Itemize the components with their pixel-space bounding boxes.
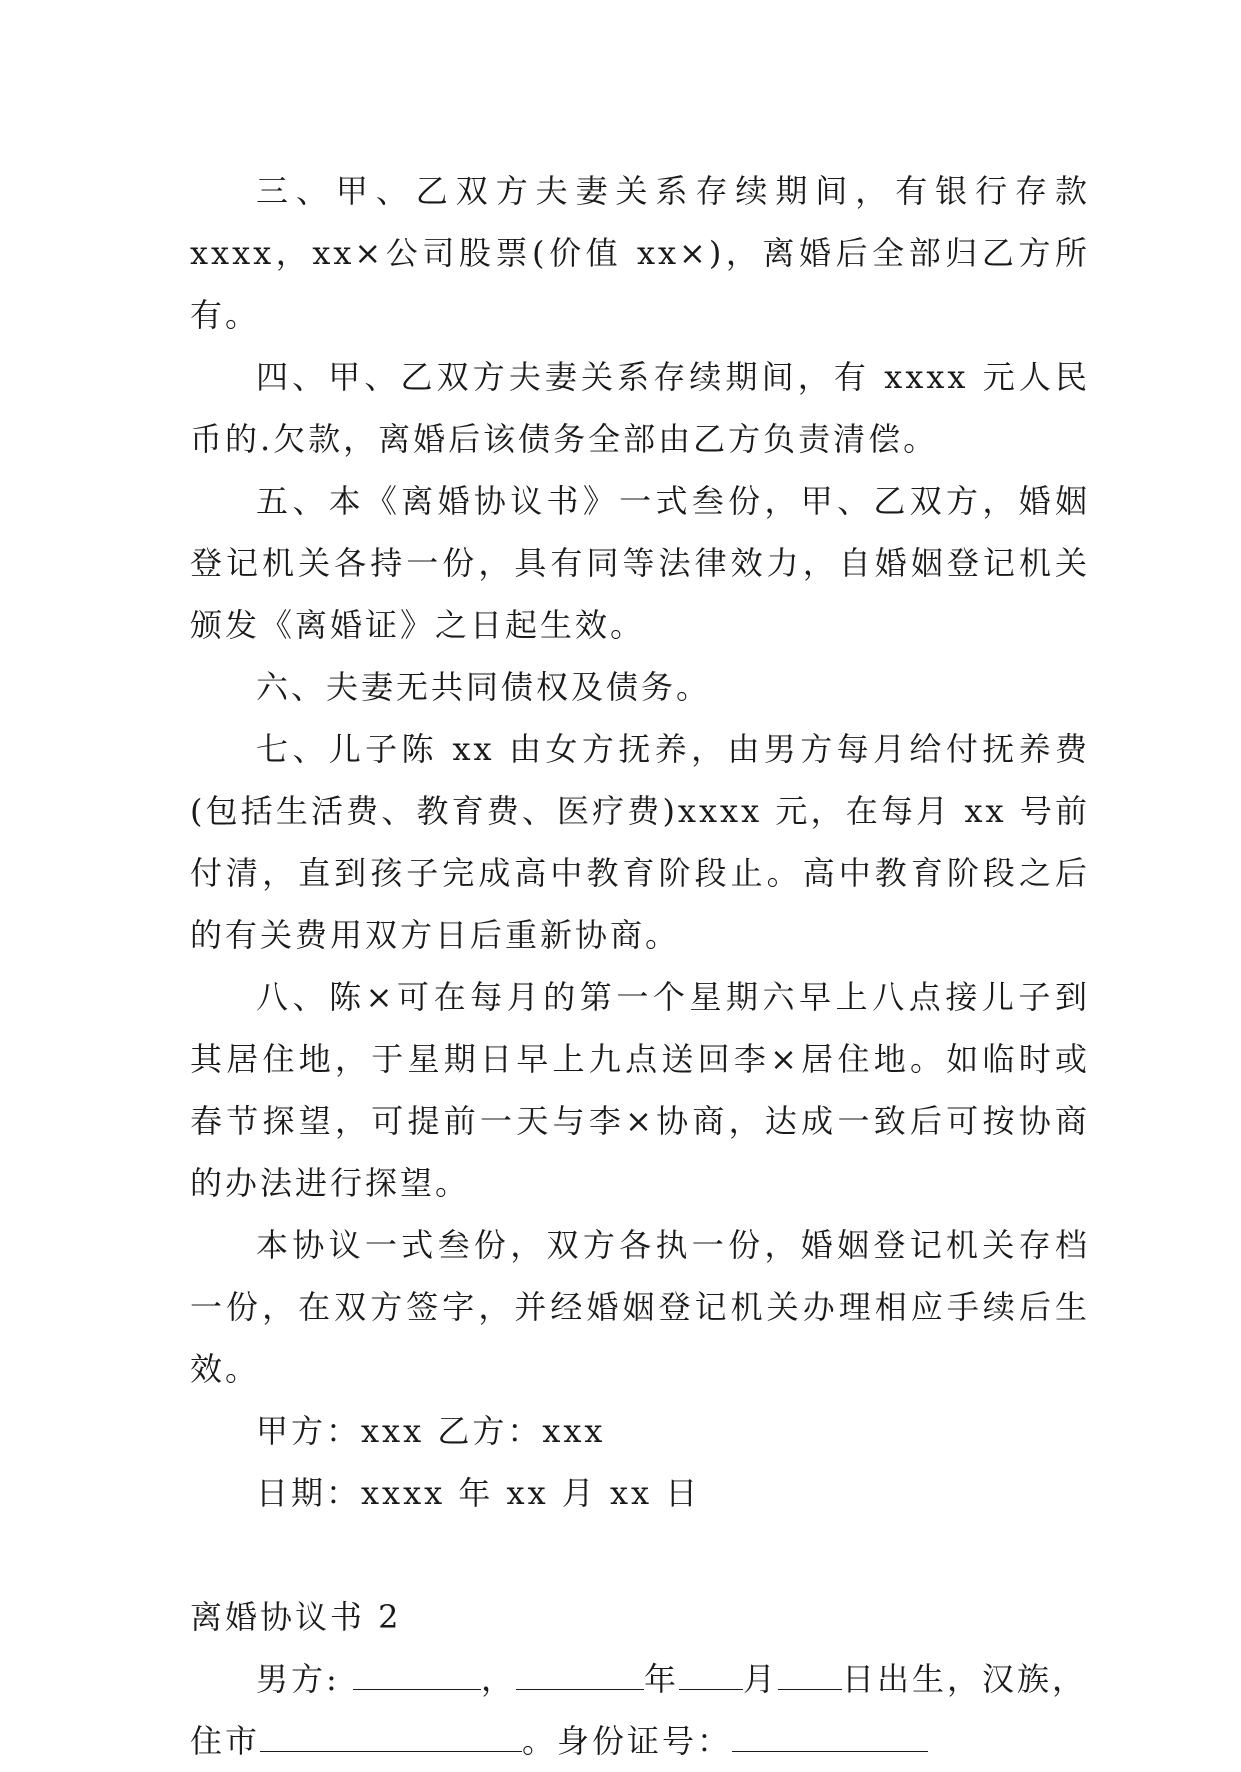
signature-parties: 甲方：xxx 乙方：xxx	[256, 1412, 606, 1450]
year-label: 年	[643, 1660, 679, 1698]
clause-8: 八、陈×可在每月的第一个星期六早上八点接儿子到其居住地，于星期日早上九点送回李×居住地。如临时或春节探望，可提前一天与李×协商，达成一致后可按协商的办法进行探望。	[190, 978, 1090, 1202]
male-label: 男方:	[256, 1660, 340, 1698]
male-party-info	[190, 1648, 1090, 1772]
male-name-blank	[353, 1659, 481, 1690]
section-spacer	[190, 1524, 1090, 1586]
signature-date: 日期：xxxx 年 xx 月 xx 日	[256, 1474, 701, 1512]
id-number-blank	[732, 1721, 928, 1752]
clause-5: 五、本《离婚协议书》一式叁份，甲、乙双方，婚姻登记机关各持一份，具有同等法律效力，自婚姻登记机关颁发《离婚证》之日起生效。	[190, 482, 1090, 644]
section-2-title: 离婚协议书 2	[190, 1598, 402, 1636]
residence-blank	[260, 1721, 522, 1752]
document-body	[190, 160, 1090, 1772]
clause-7: 七、儿子陈 xx 由女方抚养，由男方每月给付抚养费(包括生活费、教育费、医疗费)xxxx 元，在每月 xx 号前付清，直到孩子完成高中教育阶段止。高中教育阶段之后的有关费用双方日后重新协商。	[190, 730, 1090, 954]
birth-month-blank	[679, 1659, 743, 1690]
clause-3: 三、甲、乙双方夫妻关系存续期间，有银行存款 xxxx，xx×公司股票(价值 xx×)，离婚后全部归乙方所有。	[190, 172, 1090, 334]
clause-4: 四、甲、乙双方夫妻关系存续期间，有 xxxx 元人民币的.欠款，离婚后该债务全部由乙方负责清偿。	[190, 358, 1090, 458]
comma: ，	[480, 1660, 516, 1698]
closing-clause: 本协议一式叁份，双方各执一份，婚姻登记机关存档一份，在双方签字，并经婚姻登记机关办理相应手续后生效。	[190, 1226, 1090, 1388]
day-ethnicity-label: 日出生，汉族，	[842, 1660, 1088, 1698]
residence-label: 住市	[190, 1722, 261, 1760]
birth-day-blank	[778, 1659, 842, 1690]
month-label: 月	[743, 1660, 779, 1698]
birth-year-blank	[516, 1659, 644, 1690]
id-label: 。身份证号：	[522, 1722, 733, 1760]
clause-6: 六、夫妻无共同债权及债务。	[256, 668, 712, 706]
